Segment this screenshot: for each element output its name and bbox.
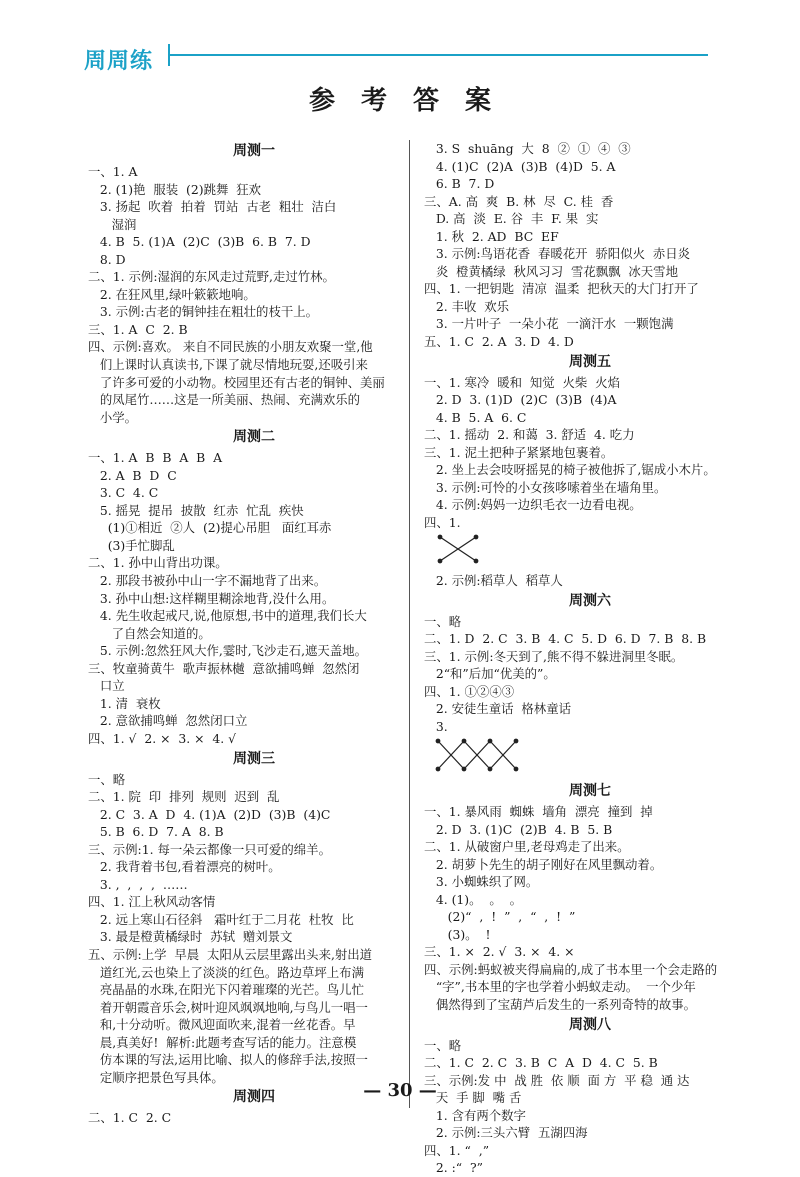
answer-line: 三、示例:发 中 战 胜 依 顺 面 方 平 稳 通 达	[424, 1072, 690, 1088]
answer-line: 二、1. 示例:湿润的东风走过荒野,走过竹林。	[88, 269, 335, 285]
answer-line: 四、1. 江上秋风动客情	[88, 894, 216, 910]
answer-line: 3. 孙中山想:这样糊里糊涂地背,没什么用。	[88, 590, 335, 606]
answer-line: 4. 先生收起戒尺,说,他原想,书中的道理,我们长大	[88, 608, 367, 624]
answer-line: 定顺序把景色写具体。	[88, 1069, 224, 1085]
matching-dot	[488, 739, 493, 744]
answer-line: 2. 远上寒山石径斜 霜叶红于二月花 杜牧 比	[88, 911, 354, 927]
answer-line: 4. (1)。 。 。	[424, 891, 523, 907]
answer-line: 3. S shuāng 大 8 ② ① ④ ③	[424, 141, 631, 156]
answer-line: 小学。	[88, 409, 137, 425]
matching-dot	[462, 739, 467, 744]
column-divider	[409, 140, 410, 1108]
answer-line: 2. 坐上去会吱呀摇晃的椅子被他拆了,锯成小木片。	[424, 462, 716, 478]
answer-line: D. 高 淡 E. 谷 丰 F. 果 实	[424, 211, 599, 227]
answer-line: 晨,真美好! 解析:此题考查写话的能力。注意模	[88, 1034, 357, 1050]
answer-line: 2. A B D C	[88, 467, 177, 483]
answer-line: 3. C 4. C	[88, 485, 159, 501]
matching-dot	[462, 767, 467, 772]
answer-line: (3)。 !	[424, 926, 491, 942]
answer-line: (2)“ , ! ” , “ , ! ”	[424, 909, 576, 925]
answer-line: 一、1. A B B A B A	[88, 450, 223, 466]
answer-line: 了自然会知道的。	[88, 625, 211, 641]
answer-line: 四、1. √ 2. × 3. × 4. √	[88, 730, 237, 746]
answer-line: 1. 含有两个数字	[424, 1107, 526, 1123]
answer-line: 三、牧童骑黄牛 歌声振林樾 意欲捕鸣蝉 忽然闭	[88, 660, 360, 676]
answer-line: 三、1. A C 2. B	[88, 321, 188, 337]
answer-line: 4. 示例:妈妈一边织毛衣一边看电视。	[424, 497, 642, 513]
answer-line: 四、1. 一把钥匙 清凉 温柔 把秋天的大门打开了	[424, 281, 699, 297]
answer-line: 五、1. C 2. A 3. D 4. D	[424, 334, 574, 350]
answer-line: 偶然得到了宝葫芦后发生的一系列奇特的故事。	[424, 996, 697, 1012]
answer-line: 四、1. “ ,”	[424, 1142, 490, 1158]
answer-line: 3. 示例:鸟语花香 春暖花开 骄阳似火 赤日炎	[424, 246, 691, 262]
section-heading: 周测四	[233, 1089, 275, 1106]
answer-line: 一、1. 寒冷 暖和 知觉 火柴 火焰	[424, 374, 620, 390]
answer-line: 5. B 6. D 7. A 8. B	[88, 824, 224, 840]
answer-line: 道红光,云也染上了淡淡的红色。路边草坪上布满	[88, 964, 364, 980]
left-column	[88, 140, 420, 1127]
answer-line: 3. , , , , ……	[88, 876, 188, 892]
answer-line: 二、1. D 2. C 3. B 4. C 5. D 6. D 7. B 8. B	[424, 631, 707, 647]
answer-line: 三、A. 高 爽 B. 林 尽 C. 桂 香	[424, 193, 614, 209]
matching-dot	[436, 739, 441, 744]
answer-line: 仿本课的写法,运用比喻、拟人的修辞手法,按照一	[88, 1052, 368, 1068]
answer-line: 2. 那段书被孙中山一字不漏地背了出来。	[88, 573, 327, 589]
answer-line: 三、1. × 2. √ 3. × 4. ×	[424, 944, 575, 960]
brand-logo: 周周练	[84, 49, 154, 74]
answer-line: 亮晶晶的水珠,在阳光下闪着璀璨的光芒。鸟儿忙	[88, 982, 364, 998]
answer-line: 天 手 脚 嘴 舌	[424, 1090, 522, 1106]
answer-line: 一、略	[424, 1037, 462, 1053]
section-heading: 周测五	[569, 353, 611, 370]
answer-line: 着开朝霞音乐会,树叶迎风飒飒地响,与鸟儿一唱一	[88, 999, 368, 1015]
section-heading: 周测一	[233, 143, 275, 159]
right-column	[424, 140, 756, 1177]
answer-line: 4. B 5. (1)A (2)C (3)B 6. B 7. D	[88, 234, 311, 250]
matching-dot	[438, 535, 443, 540]
answer-line: 3. 一片叶子 一朵小花 一滴汗水 一颗饱满	[424, 316, 674, 332]
answer-line: 2. :“ ?”	[424, 1160, 483, 1176]
answer-line: 6. B 7. D	[424, 176, 495, 192]
answer-line: 8. D	[88, 251, 126, 267]
page-number: — 30 —	[363, 1080, 437, 1101]
matching-dot	[474, 535, 479, 540]
answer-line: 四、1. ①②④③	[424, 683, 515, 699]
answer-line: 5. 摇晃 提吊 披散 红赤 忙乱 疾快	[88, 502, 304, 518]
answer-line: 2. 示例:三头六臂 五湖四海	[424, 1125, 588, 1141]
answer-line: 炎 橙黄橘绿 秋风习习 雪花飘飘 冰天雪地	[424, 263, 678, 279]
section-heading: 周测三	[233, 750, 275, 767]
answer-line: 三、示例:1. 每一朵云都像一只可爱的绵羊。	[88, 841, 331, 857]
matching-dot	[488, 767, 493, 772]
answer-line: 2. (1)艳 服装 (2)跳舞 狂欢	[88, 181, 262, 197]
answer-line: 一、略	[424, 613, 462, 629]
answer-line: 1. 清 衰枚	[88, 695, 161, 711]
answer-line: 二、1. C 2. C 3. B C A D 4. C 5. B	[424, 1055, 658, 1071]
answer-line: 二、1. C 2. C	[88, 1110, 172, 1126]
answer-line: 二、1. 从破窗户里,老母鸡走了出来。	[424, 839, 630, 855]
section-heading: 周测八	[569, 1016, 611, 1033]
answer-line: 2. D 3. (1)D (2)C (3)B (4)A	[424, 392, 617, 408]
answer-line: 3. 小蜘蛛织了网。	[424, 874, 539, 890]
answer-line: 二、1. 摇动 2. 和蔼 3. 舒适 4. 吃力	[424, 427, 635, 443]
matching-dot	[438, 559, 443, 564]
answer-line: 的凤尾竹……这是一所美丽、热闹、充满欢乐的	[88, 392, 361, 408]
matching-dot	[514, 739, 519, 744]
section-heading: 周测二	[233, 429, 275, 446]
answer-line: 2“和”后加“优美的”。	[424, 666, 556, 682]
answer-line: 们上课时认真读书,下课了就尽情地玩耍,还吸引来	[88, 357, 368, 373]
section-heading: 周测六	[569, 592, 611, 609]
matching-diagram	[430, 533, 490, 565]
answer-line: 湿润	[88, 216, 137, 232]
answer-line: 一、略	[88, 771, 126, 787]
answer-line: 2. 丰收 欢乐	[424, 298, 510, 314]
answer-line: 2. 安徒生童话 格林童话	[424, 701, 571, 717]
answer-line: 5. 示例:忽然狂风大作,霎时,飞沙走石,遮天盖地。	[88, 643, 367, 659]
answer-line: 4. (1)C (2)A (3)B (4)D 5. A	[424, 158, 616, 174]
answer-line: 一、1. A	[88, 164, 138, 179]
answer-line: 四、示例:喜欢。 来自不同民族的小朋友欢聚一堂,他	[88, 339, 373, 355]
answer-line: 3. 示例:古老的铜钟挂在粗壮的枝干上。	[88, 304, 319, 320]
answer-line: 三、1. 泥土把种子紧紧地包裹着。	[424, 444, 614, 460]
page-title: 参考答案	[308, 86, 517, 116]
matching-diagram	[430, 737, 530, 773]
brand-rule	[168, 54, 708, 56]
answer-line: 2. D 3. (1)C (2)B 4. B 5. B	[424, 821, 613, 837]
answer-line: 3.	[424, 718, 448, 734]
answer-line: 2. 胡萝卜先生的胡子刚好在风里飘动着。	[424, 856, 663, 872]
answer-line: 1. 秋 2. AD BC EF	[424, 228, 559, 244]
answer-line: 2. 我背着书包,看着漂亮的树叶。	[88, 859, 281, 875]
matching-dot	[514, 767, 519, 772]
answer-line: 四、1.	[424, 514, 461, 530]
answer-line: 一、1. 暴风雨 蜘蛛 墙角 漂亮 撞到 掉	[424, 803, 653, 819]
matching-dot	[474, 559, 479, 564]
answer-line: 二、1. 院 印 排列 规则 迟到 乱	[88, 789, 280, 805]
answer-line: 2. 意欲捕鸣蝉 忽然闭口立	[88, 713, 248, 729]
answer-line: 和,十分动听。微风迎面吹来,混着一丝花香。早	[88, 1017, 356, 1033]
answer-line: (3)手忙脚乱	[88, 537, 175, 553]
answer-line: 2. 在狂风里,绿叶簌簌地响。	[88, 286, 256, 302]
answer-line: 四、示例:蚂蚁被夹得扁扁的,成了书本里一个会走路的	[424, 961, 718, 977]
answer-line: “字”,书本里的字也学着小蚂蚁走动。 一个少年	[424, 979, 696, 995]
answer-line: 3. 扬起 吹着 拍着 罚站 古老 粗壮 洁白	[88, 199, 337, 215]
answer-line: 五、示例:上学 早晨 太阳从云层里露出头来,射出道	[88, 946, 373, 962]
answer-line: (1)①相近 ②人 (2)提心吊胆 面红耳赤	[88, 520, 332, 536]
answer-line: 了许多可爱的小动物。校园里还有古老的铜钟、美丽	[88, 374, 385, 390]
section-heading: 周测七	[569, 782, 611, 799]
answer-line: 3. 示例:可怜的小女孩哆嗦着坐在墙角里。	[424, 479, 667, 495]
answer-line: 4. B 5. A 6. C	[424, 409, 527, 425]
answer-line: 二、1. 孙中山背出功课。	[88, 555, 228, 571]
answer-line: 3. 最是橙黄橘绿时 苏轼 赠刘景文	[88, 929, 293, 945]
matching-dot	[436, 767, 441, 772]
answer-line: 口立	[88, 678, 125, 694]
answer-line: 三、1. 示例:冬天到了,熊不得不躲进洞里冬眠。	[424, 648, 684, 664]
answer-line: 2. 示例:稻草人 稻草人	[424, 573, 563, 589]
answer-line: 2. C 3. A D 4. (1)A (2)D (3)B (4)C	[88, 806, 331, 822]
